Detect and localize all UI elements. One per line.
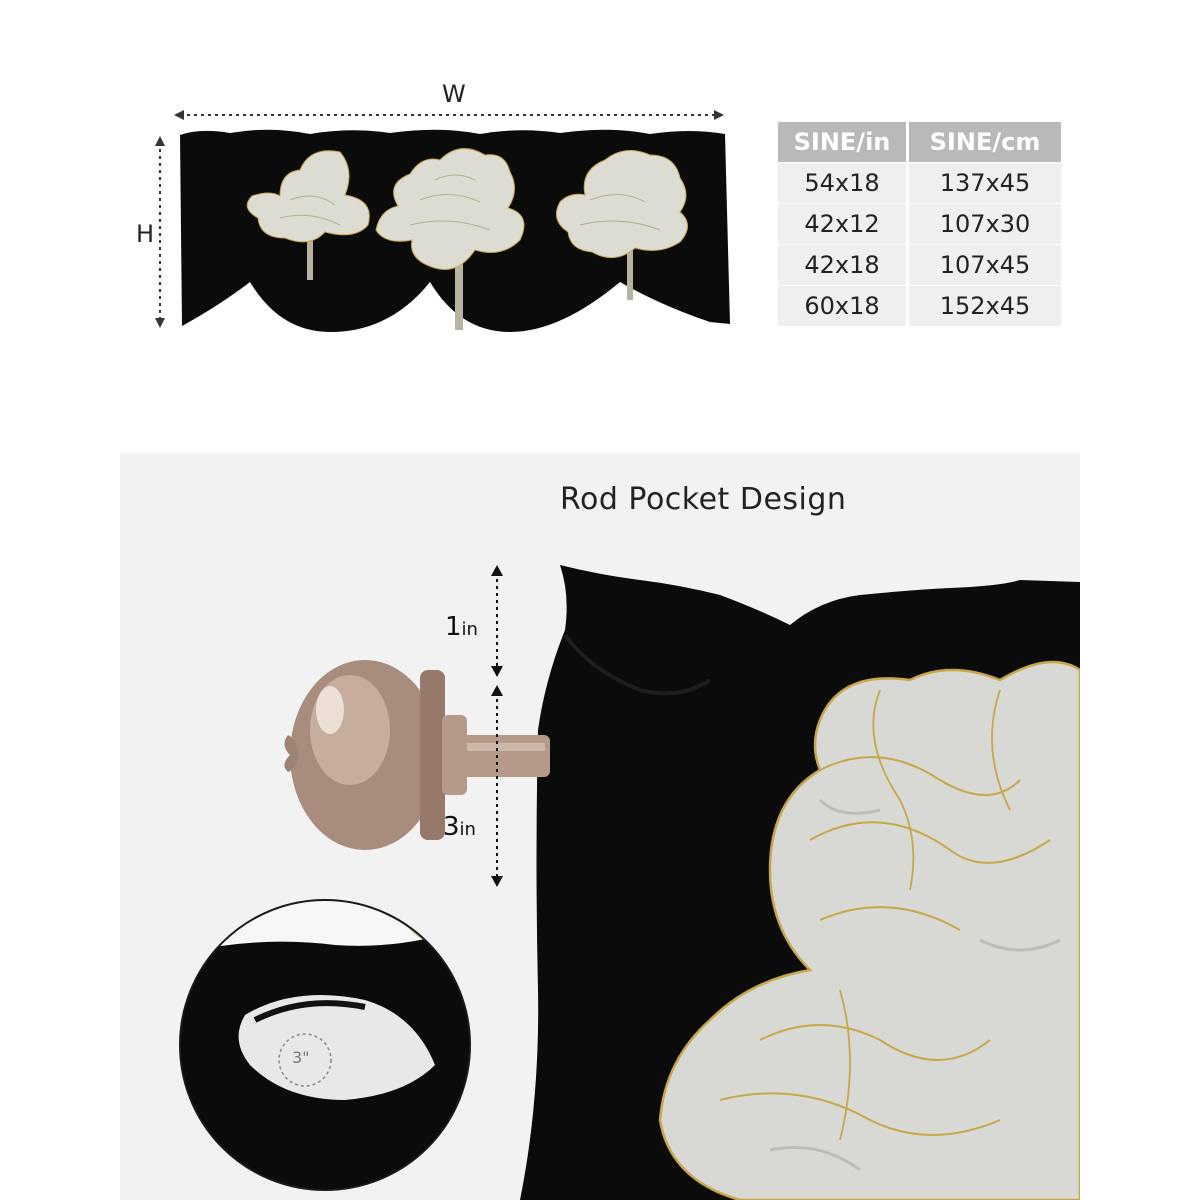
top-measure-value: 1: [445, 612, 462, 642]
table-row: [778, 163, 1061, 204]
detail-mark-label: 3": [292, 1048, 310, 1067]
valance-illustration: [140, 100, 760, 340]
size-table: [778, 122, 1061, 326]
size-inches: 54x18: [778, 163, 908, 204]
pocket-measure-value: 3: [443, 812, 460, 842]
height-label: H: [136, 220, 155, 248]
size-cm: 107x45: [908, 245, 1062, 286]
size-inches: 42x12: [778, 204, 908, 245]
width-label: W: [442, 80, 466, 108]
size-cm: 107x30: [908, 204, 1062, 245]
size-inches: 42x18: [778, 245, 908, 286]
top-measure-unit: in: [461, 619, 478, 640]
width-arrow: [174, 110, 724, 120]
header-cm: SINE/cm: [908, 122, 1062, 163]
top-measure-label: [445, 612, 478, 642]
pocket-arrows: [491, 565, 503, 887]
height-arrow: [155, 136, 165, 328]
table-row: [778, 245, 1061, 286]
rod-pocket-title: Rod Pocket Design: [560, 482, 847, 517]
pocket-measure-unit: in: [459, 819, 476, 840]
size-cm: 152x45: [908, 286, 1062, 327]
size-table-header: [778, 122, 1061, 163]
size-inches: 60x18: [778, 286, 908, 327]
size-cm: 137x45: [908, 163, 1062, 204]
table-row: [778, 286, 1061, 327]
header-inches: SINE/in: [778, 122, 908, 163]
table-row: [778, 204, 1061, 245]
pocket-measure-label: [443, 812, 476, 842]
pocket-detail-circle: [175, 895, 475, 1195]
curtain-rod: [284, 660, 550, 850]
